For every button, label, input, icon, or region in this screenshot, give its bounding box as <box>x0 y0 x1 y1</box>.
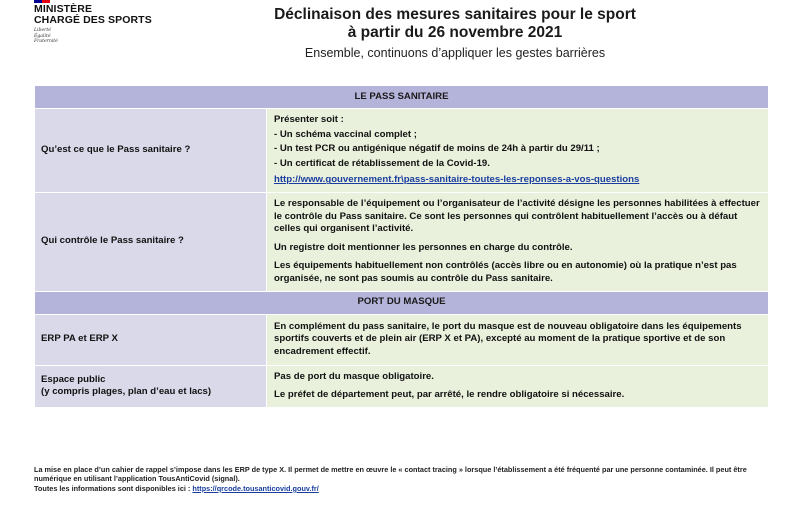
page-title <box>220 6 690 42</box>
section-header-pass <box>35 86 769 109</box>
question-line-1: Espace public <box>41 373 106 385</box>
title-line-2: à partir du 26 novembre 2021 <box>347 24 563 41</box>
table-row <box>35 365 769 407</box>
answer-paragraph: Le responsable de l’équipement ou l’organisateur de l’activité désigne les personnes habilitées à effectuer le contrôle du Pass sanitaire. Ce sont les personnes qui contrôlent habituellement l’accès ou à défaut celles qui organisent l’activité. <box>274 198 760 235</box>
motto-liberte: Liberté <box>34 28 51 33</box>
answer-paragraph: Le préfet de département peut, par arrêté, le rendre obligatoire si nécessaire. <box>274 389 625 401</box>
answer-erp <box>267 314 769 365</box>
motto-fraternite: Fraternité <box>34 39 58 45</box>
answer-paragraph: Pas de port du masque obligatoire. <box>274 370 434 382</box>
page-subtitle: Ensemble, continuons d’appliquer les gestes barrières <box>304 46 606 60</box>
answer-paragraph: Les équipements habituellement non contrôlés (accès libre ou en autonomie) où la pratique n’est pas organisée, ne sont pas soumis au contrôle du Pass sanitaire. <box>274 260 737 284</box>
footer-note: La mise en place d’un cahier de rappel s’impose dans les ERP de type X. Il permet de mettre en œuvre le « contact tracing » lorsque l’établissement a été fréquenté par une personne contaminée. Il peut être numérique en utilisant l’application TousAntiCovid (signal). <box>34 465 747 484</box>
question-line-2: (y compris plages, plan d’eau et lacs) <box>41 386 212 398</box>
tousanticovid-link[interactable]: https://qrcode.tousanticovid.gouv.fr/ <box>192 483 319 493</box>
motto-egalite: Égalité <box>34 33 51 39</box>
footer-info <box>34 484 769 493</box>
question-public-space <box>35 365 267 407</box>
table-row <box>35 109 769 193</box>
title-line-1: Déclinaison des mesures sanitaires pour le sport <box>274 6 636 23</box>
section-title-pass: LE PASS SANITAIRE <box>35 86 769 109</box>
question-who-controls: Qui contrôle le Pass sanitaire ? <box>35 193 267 292</box>
answer-what-is-pass <box>267 109 769 193</box>
answer-line: Présenter soit : <box>274 114 344 126</box>
answer-line: - Un certificat de rétablissement de la Covid-19. <box>274 157 490 169</box>
answer-paragraph: Un registre doit mentionner les personnes en charge du contrôle. <box>274 241 573 253</box>
answer-paragraph: En complément du pass sanitaire, le port du masque est de nouveau obligatoire dans les équipements sportifs couverts et de plein air (ERP X et PA), excepté au moment de la pratique sportive et de son encadrement effectif. <box>274 320 742 357</box>
table-row <box>35 314 769 365</box>
section-title-mask: PORT DU MASQUE <box>35 291 769 314</box>
ministry-name <box>34 4 152 26</box>
table-row <box>35 193 769 292</box>
answer-line: - Un test PCR ou antigénique négatif de moins de 24h à partir du 29/11 ; <box>274 143 600 155</box>
footer-notes <box>34 465 769 493</box>
republic-motto <box>34 28 58 45</box>
pass-info-link[interactable]: http://www.gouvernement.fr\pass-sanitaire-toutes-les-reponses-a-vos-questions <box>274 174 640 186</box>
question-what-is-pass: Qu’est ce que le Pass sanitaire ? <box>35 109 267 193</box>
measures-table <box>34 85 769 408</box>
section-header-mask <box>35 291 769 314</box>
ministry-line-2: CHARGÉ DES SPORTS <box>34 14 152 26</box>
ministry-line-1: MINISTÈRE <box>34 3 93 15</box>
footer-info-prefix: Toutes les informations sont disponibles ici : <box>34 483 193 493</box>
answer-line: - Un schéma vaccinal complet ; <box>274 128 417 140</box>
question-erp: ERP PA et ERP X <box>35 314 267 365</box>
answer-who-controls <box>267 193 769 292</box>
answer-public-space <box>267 365 769 407</box>
